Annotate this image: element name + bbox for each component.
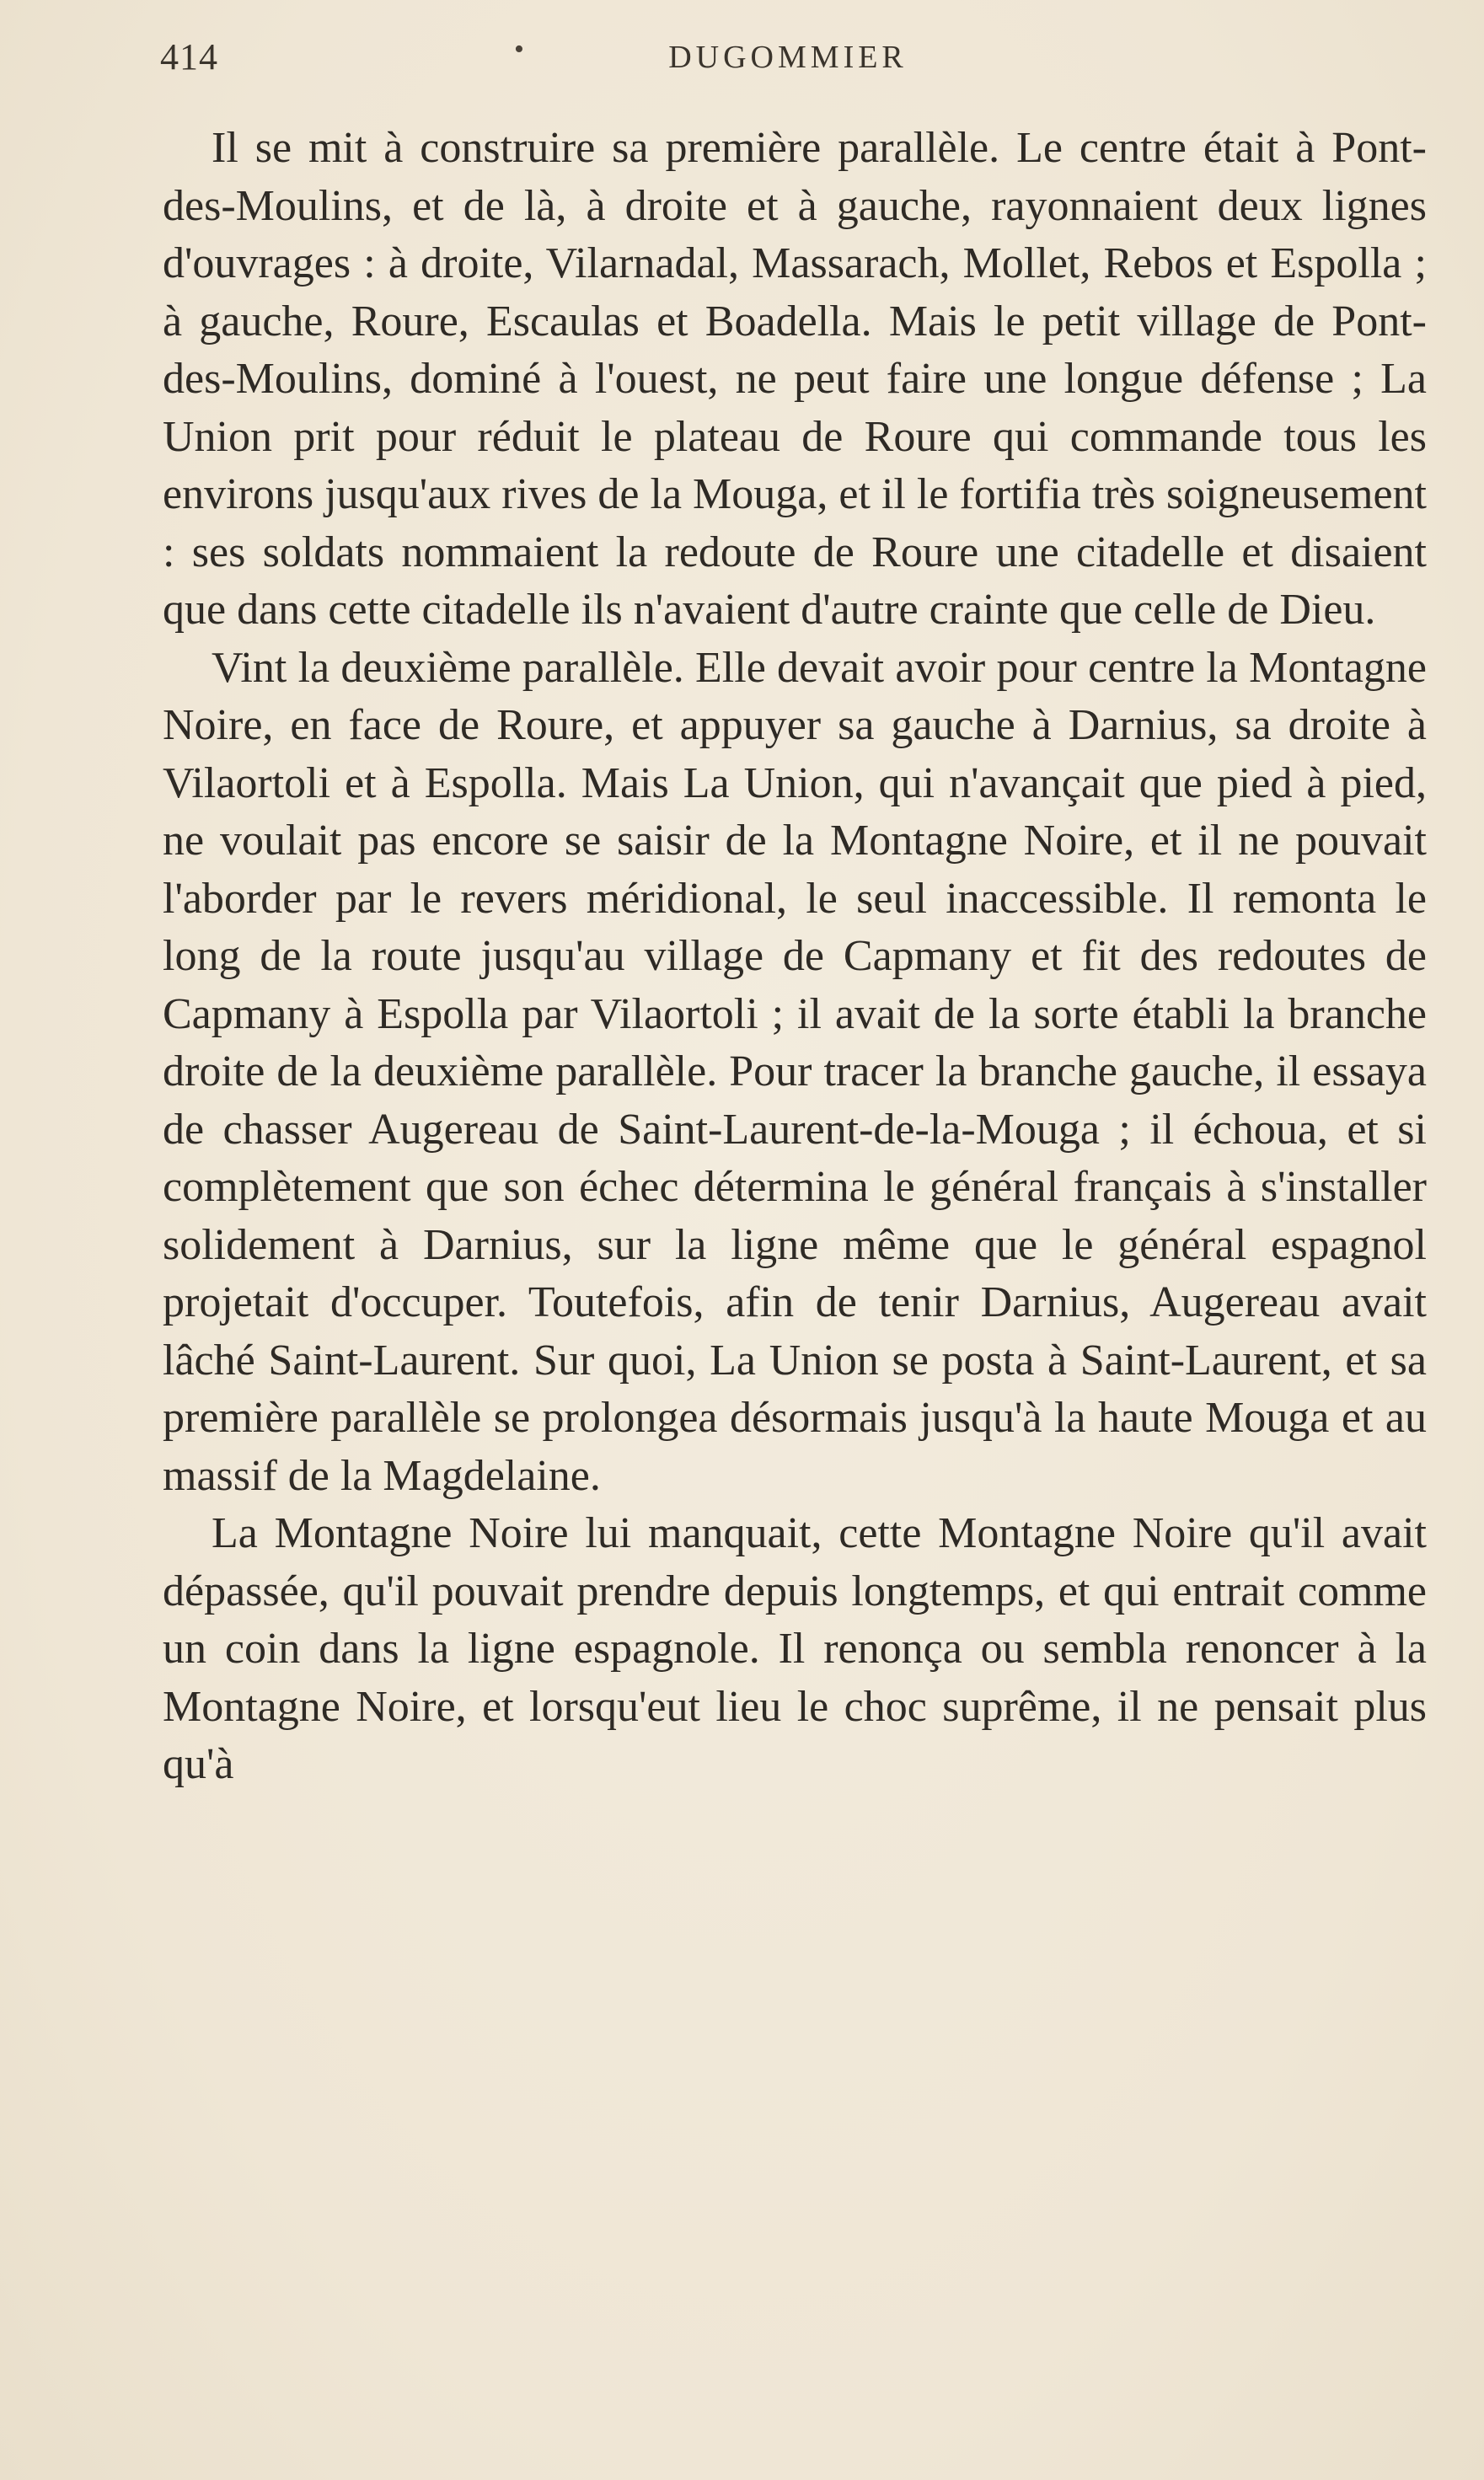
body-text (163, 120, 1427, 1794)
paragraph-1: Il se mit à construire sa première parallèle. Le centre était à Pont-des-Moulins, et de là, à droite et à gauche, rayonnaient deux lignes d'ouvrages : à droite, Vilarnadal, Massarach, Mollet, Rebos et Espolla ; à gauche, Roure, Escaulas et Boadella. Mais le petit village de Pont-des-Moulins, dominé à l'ouest, ne peut faire une longue défense ; La Union prit pour réduit le plateau de Roure qui commande tous les environs jusqu'aux rives de la Mouga, et il le fortifia très soigneusement : ses soldats nommaient la redoute de Roure une citadelle et disaient que dans cette citadelle ils n'avaient d'autre crainte que celle de Dieu. (163, 124, 1427, 634)
paragraph-3: La Montagne Noire lui manquait, cette Montagne Noire qu'il avait dépassée, qu'il pouvait prendre depuis longtemps, et qui entrait comme un coin dans la ligne espagnole. Il renonça ou sembla renoncer à la Montagne Noire, et lorsqu'eut lieu le choc suprême, il ne pensait plus qu'à (163, 1509, 1427, 1788)
running-title: DUGOMMIER (668, 40, 908, 75)
paragraph-2: Vint la deuxième parallèle. Elle devait avoir pour centre la Montagne Noire, en face de Roure, et appuyer sa gauche à Darnius, sa droite à Vilaortoli et à Espolla. Mais La Union, qui n'avançait que pied à pied, ne voulait pas encore se saisir de la Montagne Noire, et il ne pouvait l'aborder par le revers méridional, le seul inaccessible. Il remonta le long de la route jusqu'au village de Capmany et fit des redoutes de Capmany à Espolla par Vilaortoli ; il avait de la sorte établi la branche droite de la deuxième parallèle. Pour tracer la branche gauche, il essaya de chasser Augereau de Saint-Laurent-de-la-Mouga ; il échoua, et si complètement que son échec détermina le général français à s'installer solidement à Darnius, sur la ligne même que le général espagnol projetait d'occuper. Toutefois, afin de tenir Darnius, Augereau avait lâché Saint-Laurent. Sur quoi, La Union se posta à Saint-Laurent, et sa première parallèle se prolongea désormais jusqu'à la haute Mouga et au massif de la Magdelaine. (163, 643, 1427, 1500)
header-mark: • (514, 34, 524, 65)
page-number: 414 (160, 36, 218, 78)
page-header (160, 35, 1416, 83)
